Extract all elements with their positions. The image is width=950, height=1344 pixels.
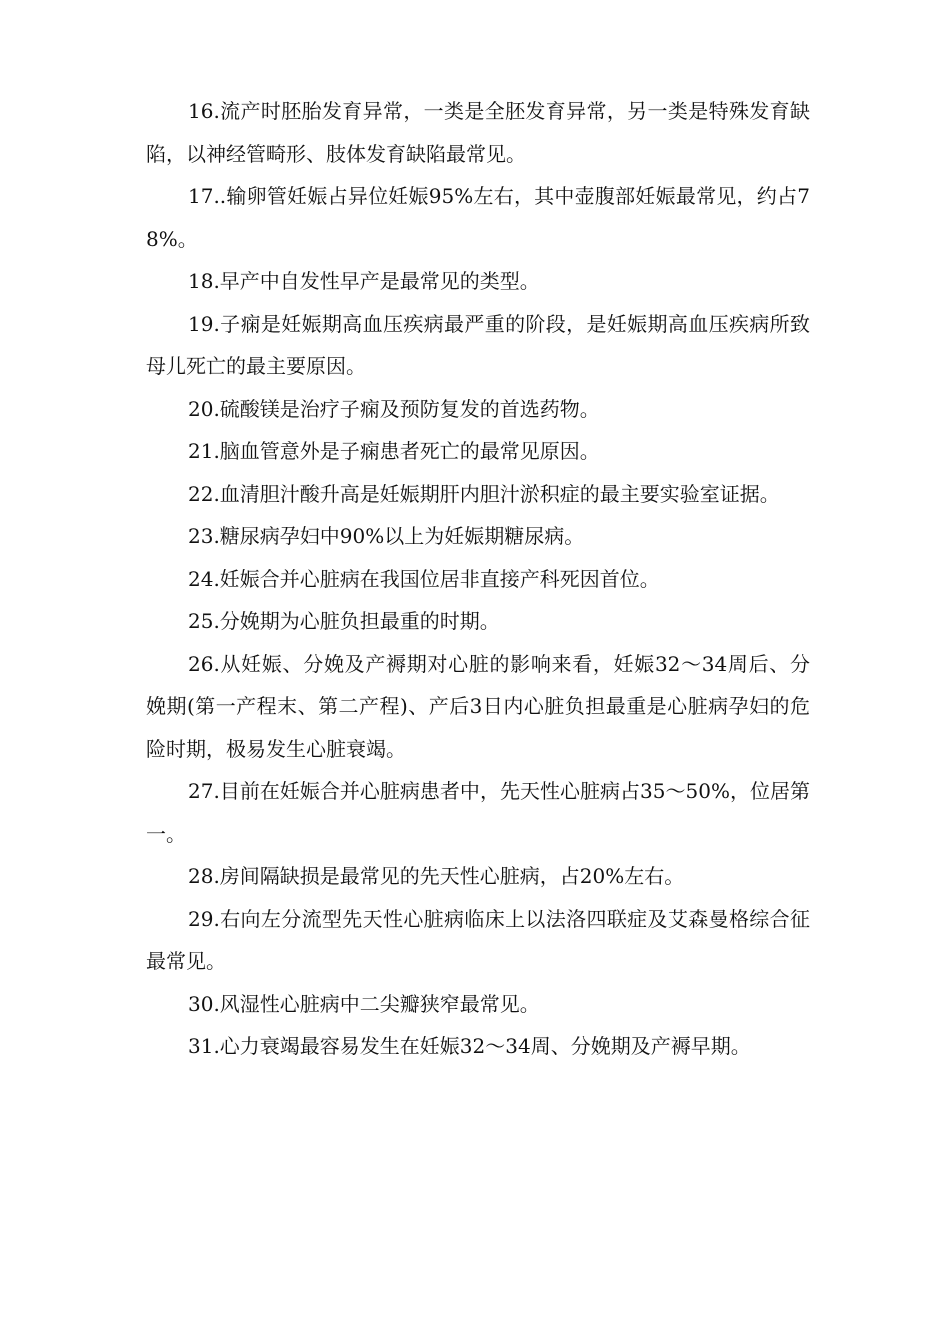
- paragraph-27: 27.目前在妊娠合并心脏病患者中，先天性心脏病占35～50%，位居第一。: [146, 779, 810, 846]
- paragraph-25: 25.分娩期为心脏负担最重的时期。: [188, 609, 500, 633]
- paragraph-22: 22.血清胆汁酸升高是妊娠期肝内胆汁淤积症的最主要实验室证据。: [188, 481, 780, 506]
- paragraph-21: 21.脑血管意外是子痫患者死亡的最常见原因。: [188, 439, 600, 463]
- paragraph-28: 28.房间隔缺损是最常见的先天性心脏病，占20%左右。: [188, 864, 685, 888]
- paragraph-26: 26.从妊娠、分娩及产褥期对心脏的影响来看，妊娠32～34周后、分娩期(第一产程末、第二产程)、产后3日内心脏负担最重是心脏病孕妇的危险时期，极易发生心脏衰竭。: [146, 651, 810, 761]
- paragraph-23: 23.糖尿病孕妇中90%以上为妊娠期糖尿病。: [188, 524, 585, 548]
- paragraph-31: 31.心力衰竭最容易发生在妊娠32～34周、分娩期及产褥早期。: [188, 1034, 751, 1058]
- paragraph-18: 18.早产中自发性早产是最常见的类型。: [188, 269, 540, 293]
- document-body: [146, 90, 810, 1068]
- paragraph-30: 30.风湿性心脏病中二尖瓣狭窄最常见。: [188, 991, 540, 1016]
- paragraph-29: 29.右向左分流型先天性心脏病临床上以法洛四联症及艾森曼格综合征最常见。: [146, 906, 810, 973]
- paragraph-19: 19.子痫是妊娠期高血压疾病最严重的阶段，是妊娠期高血压疾病所致母儿死亡的最主要原因。: [146, 311, 810, 378]
- paragraph-20: 20.硫酸镁是治疗子痫及预防复发的首选药物。: [188, 396, 600, 421]
- paragraph-24: 24.妊娠合并心脏病在我国位居非直接产科死因首位。: [188, 566, 660, 591]
- paragraph-17: 17..输卵管妊娠占异位妊娠95%左右，其中壶腹部妊娠最常见，约占78%。: [146, 184, 810, 251]
- paragraph-16: 16.流产时胚胎发育异常，一类是全胚发育异常，另一类是特殊发育缺陷，以神经管畸形、肢体发育缺陷最常见。: [146, 99, 810, 166]
